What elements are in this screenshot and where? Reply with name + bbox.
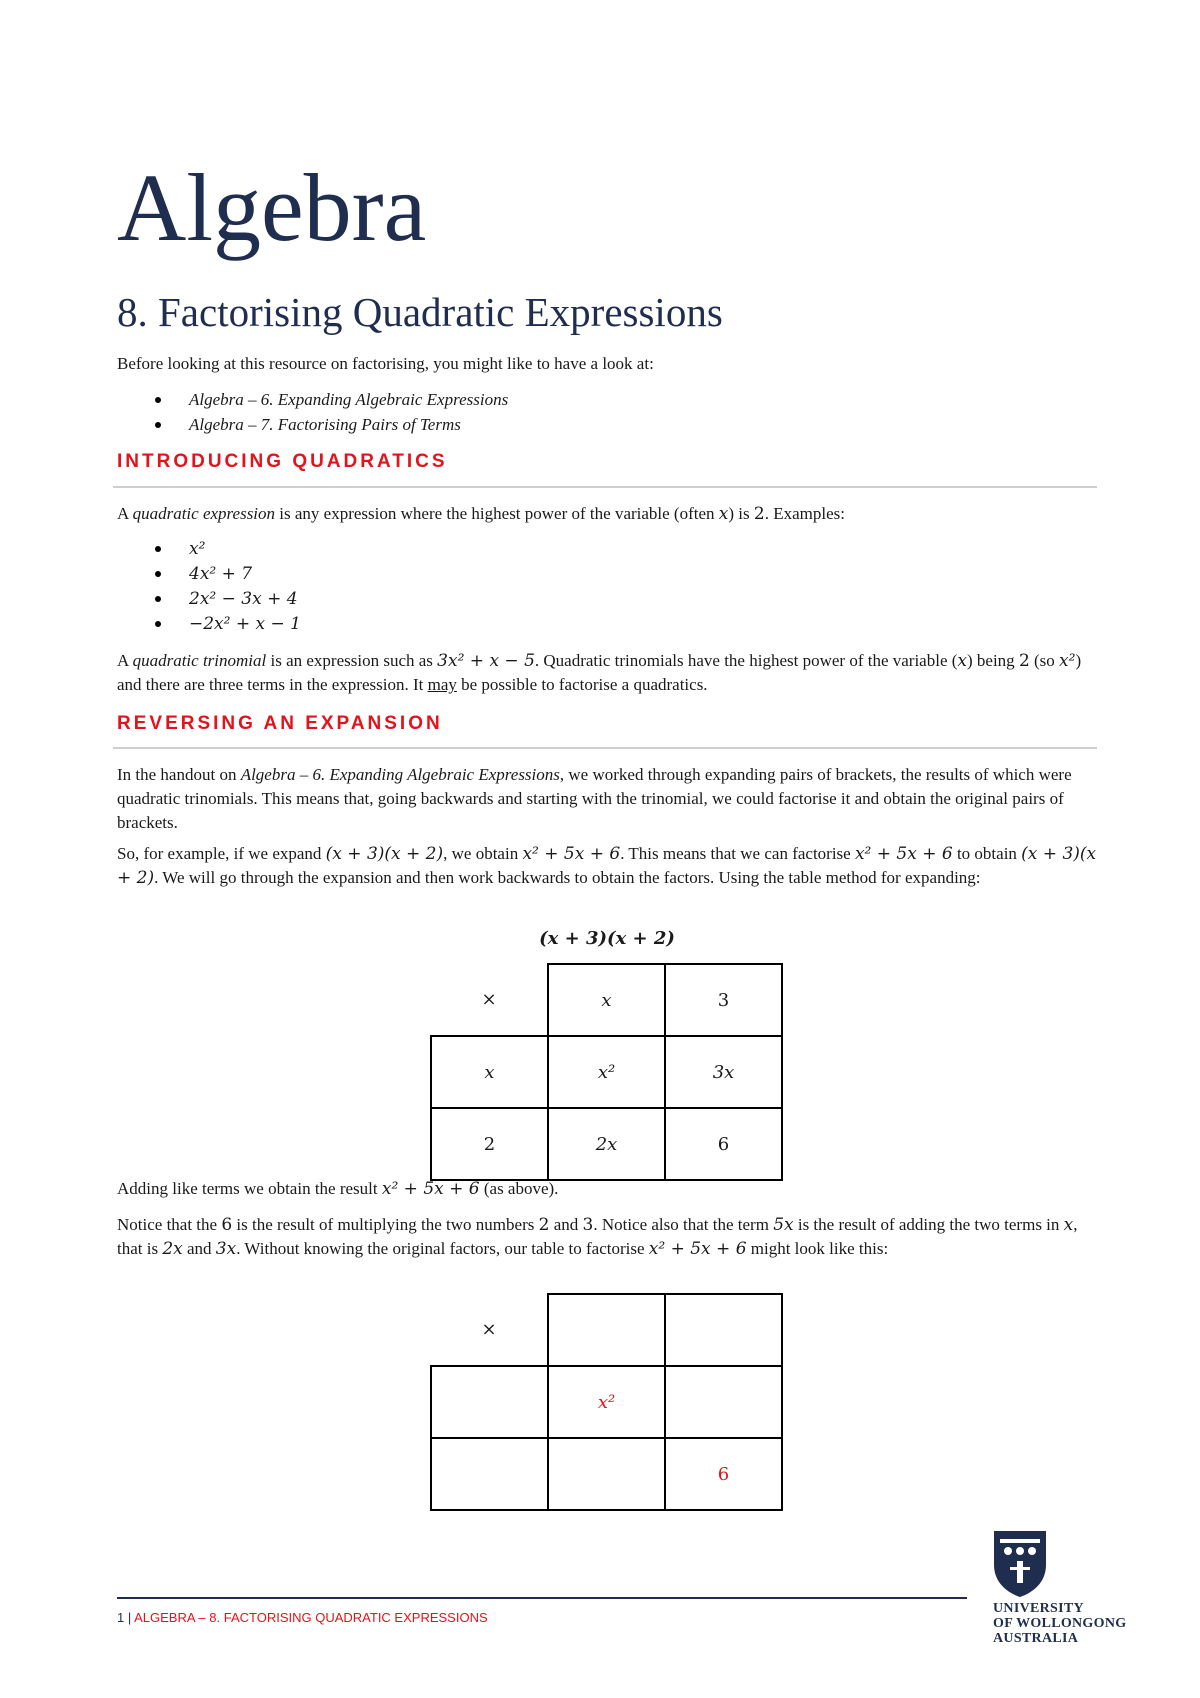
example-item: −2x² + x − 1 bbox=[117, 611, 301, 636]
notice-paragraph: Notice that the 6 is the result of multiplying the two numbers 2 and 3. Notice also that the term 5x is the result of adding the two terms in x, that is 2x and 3x. Without knowing the original factors, our table to factorise x² + 5x + 6 might look like this: bbox=[117, 1215, 1078, 1259]
table-col-header: x bbox=[548, 964, 665, 1036]
section-heading-introducing: INTRODUCING QUADRATICS bbox=[117, 451, 448, 472]
table-cell: x² bbox=[548, 1366, 665, 1438]
table-row-header: x bbox=[431, 1036, 548, 1108]
see-also-item: Algebra – 6. Expanding Algebraic Expressions bbox=[117, 387, 508, 412]
table-col-header: 3 bbox=[665, 964, 782, 1036]
see-also-item: Algebra – 7. Factorising Pairs of Terms bbox=[117, 412, 508, 437]
section-divider bbox=[113, 486, 1097, 488]
examples-list bbox=[117, 536, 301, 636]
page-footer bbox=[117, 1610, 488, 1625]
section-heading-reversing: REVERSING AN EXPANSION bbox=[117, 713, 443, 734]
intro-text: Before looking at this resource on factorising, you might like to have a look at: bbox=[117, 354, 654, 373]
table-cell-empty bbox=[665, 1294, 782, 1366]
example-item: 4x² + 7 bbox=[117, 561, 301, 586]
table-cell: x² bbox=[548, 1036, 665, 1108]
expansion-table bbox=[430, 963, 783, 1181]
page-subtitle: 8. Factorising Quadratic Expressions bbox=[117, 289, 723, 335]
table-cell-empty bbox=[548, 1438, 665, 1510]
footer-divider bbox=[117, 1597, 967, 1599]
example-item: x² bbox=[117, 536, 301, 561]
table-corner: × bbox=[481, 1319, 497, 1340]
table-cell-empty bbox=[548, 1294, 665, 1366]
quadratic-definition: A quadratic expression is any expression where the highest power of the variable (often x) is 2. Examples: bbox=[117, 504, 845, 524]
table-cell: 3x bbox=[665, 1036, 782, 1108]
reversing-paragraph-2: So, for example, if we expand (x + 3)(x + 2), we obtain x² + 5x + 6. This means that we can factorise x² + 5x + 6 to obtain (x + 3)(x + 2). We will go through the expansion and then work backwards to obtain the factors. Using the table method for expanding: bbox=[117, 844, 1097, 888]
page-title: Algebra bbox=[117, 154, 427, 261]
expansion-caption: (x + 3)(x + 2) bbox=[539, 928, 675, 949]
table-cell-empty bbox=[665, 1366, 782, 1438]
footer-label: ALGEBRA – 8. FACTORISING QUADRATIC EXPRESSIONS bbox=[134, 1610, 488, 1625]
table-corner: × bbox=[481, 989, 497, 1010]
table-row-header: 2 bbox=[431, 1108, 548, 1180]
reversing-paragraph-1: In the handout on Algebra – 6. Expanding Algebraic Expressions, we worked through expanding pairs of brackets, the results of which were quadratic trinomials. This means that, going backwards and starting with the trinomial, we could factorise it and obtain the original pairs of brackets. bbox=[117, 765, 1072, 832]
trinomial-definition: A quadratic trinomial is an expression such as 3x² + x − 5. Quadratic trinomials have the highest power of the variable (x) being 2 (so x²) and there are three terms in the expression. It may be possible to factorise a quadratics. bbox=[117, 651, 1082, 694]
adding-like-terms: Adding like terms we obtain the result x² + 5x + 6 (as above). bbox=[117, 1179, 559, 1199]
factorise-table bbox=[430, 1293, 783, 1511]
university-crest-icon bbox=[990, 1527, 1050, 1599]
see-also-list bbox=[117, 387, 508, 437]
section-divider bbox=[113, 747, 1097, 749]
page-number: 1 | bbox=[117, 1610, 132, 1625]
table-cell-empty bbox=[431, 1438, 548, 1510]
table-cell: 2x bbox=[548, 1108, 665, 1180]
university-logo-text: UNIVERSITY OF WOLLONGONG AUSTRALIA bbox=[993, 1601, 1127, 1646]
table-cell: 6 bbox=[665, 1438, 782, 1510]
table-cell-empty bbox=[431, 1366, 548, 1438]
table-cell: 6 bbox=[665, 1108, 782, 1180]
example-item: 2x² − 3x + 4 bbox=[117, 586, 301, 611]
